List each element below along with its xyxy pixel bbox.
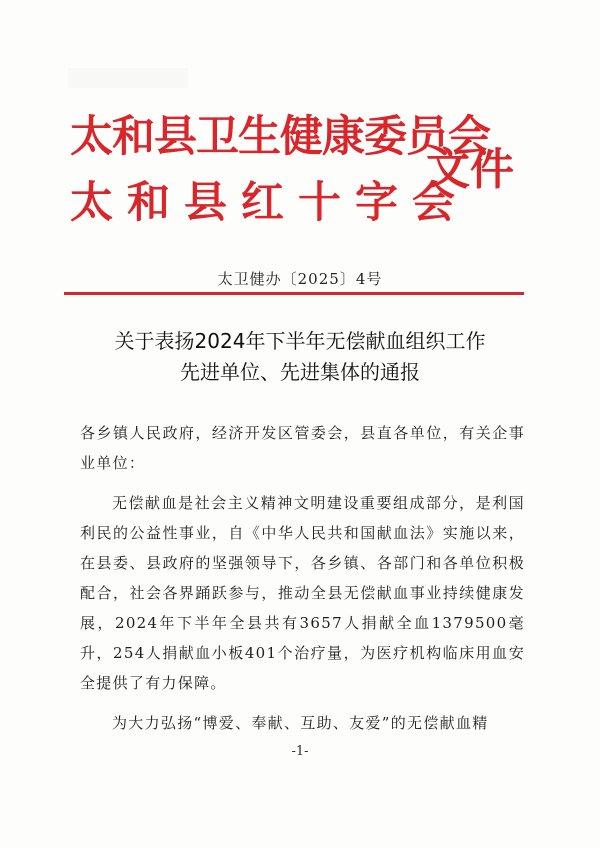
document-number: 太卫健办〔2025〕4号 <box>217 270 383 288</box>
document-title-line2: 先进单位、先进集体的通报 <box>180 360 420 384</box>
issuer-health-commission: 太和县卫生健康委员会 <box>70 112 490 162</box>
document-title-line1: 关于表扬2024年下半年无偿献血组织工作 <box>114 329 486 353</box>
page-number: -1- <box>291 744 309 759</box>
document-body <box>80 418 525 738</box>
body-paragraph-2: 为大力弘扬“博爱、奉献、互助、友爱”的无偿献血精 <box>112 714 489 732</box>
document-header <box>70 100 530 250</box>
file-label: 文件 <box>426 144 514 195</box>
body-paragraph-1: 无偿献血是社会主义精神文明建设重要组成部分，是利国利民的公益性事业，自《中华人民共和国献血法》实施以来，在县委、县政府的坚强领导下，各乡镇、各部门和各单位积极配合，社会各界踊跃参与，推动全县无偿献血事业持续健康发展，2024年下半年全县共有3657人捐献全血1379500毫升，254人捐献血小板401个治疗量，为医疗机构临床用血安全提供了有力保障。 <box>80 494 525 692</box>
scan-artifact <box>68 68 188 88</box>
issuer-red-cross: 太和县红十字会 <box>70 178 469 228</box>
salutation: 各乡镇人民政府，经济开发区管委会，县直各单位，有关企事业单位： <box>80 424 525 472</box>
red-divider-line <box>64 292 524 295</box>
